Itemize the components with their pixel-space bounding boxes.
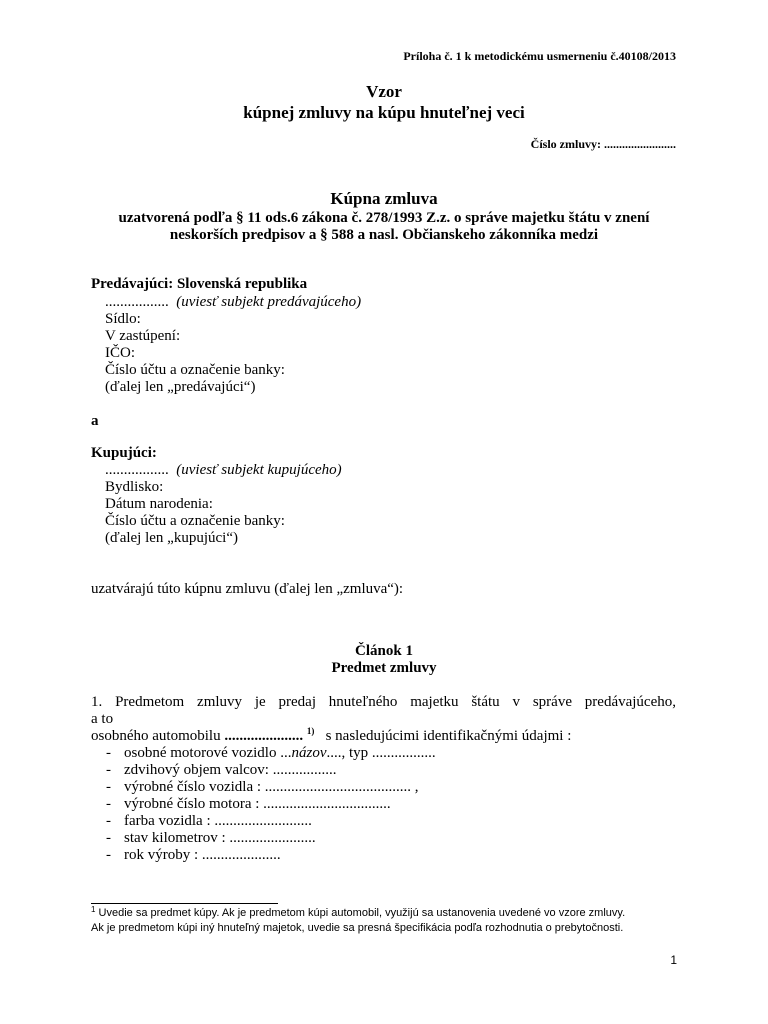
article-subtitle: Predmet zmluvy bbox=[331, 660, 437, 676]
annex-reference: Príloha č. 1 k metodickému usmerneniu č.40108/2013 bbox=[403, 49, 676, 63]
seller-subject bbox=[105, 294, 361, 311]
buyer-field-residence: Bydlisko: bbox=[105, 479, 164, 495]
vehicle-type-label: osobného automobilu bbox=[91, 728, 225, 744]
list-item bbox=[0, 796, 768, 813]
list-item bbox=[0, 830, 768, 847]
list-item-text: výrobné číslo vozidla : ....................................... , bbox=[124, 779, 419, 795]
page-number: 1 bbox=[670, 953, 677, 967]
list-item bbox=[0, 762, 768, 779]
list-item-text: rok výroby : ..................... bbox=[124, 847, 281, 863]
buyer-subject bbox=[105, 462, 342, 479]
seller-field-seat: Sídlo: bbox=[105, 311, 141, 327]
footnote-text-2: Ak je predmetom kúpi iný hnuteľný majetok, uvedie sa presná špecifikácia podľa rozhodnutia o prebytočnosti. bbox=[91, 922, 624, 934]
footnote-mark: 1 bbox=[91, 905, 96, 914]
list-item bbox=[0, 847, 768, 864]
and-conjunction: a bbox=[91, 413, 99, 429]
list-item-text: stav kilometrov : ....................... bbox=[124, 830, 316, 846]
list-item-text-b: ...., typ ................. bbox=[326, 745, 436, 761]
contract-number: Číslo zmluvy: ........................ bbox=[530, 137, 676, 151]
seller-field-ico: IČO: bbox=[105, 345, 135, 361]
list-item-text-a: osobné motorové vozidlo ... bbox=[124, 745, 292, 761]
buyer-heading: Kupujúci: bbox=[91, 445, 157, 461]
footnote-separator bbox=[91, 903, 278, 904]
template-subtitle: kúpnej zmluvy na kúpu hnuteľnej veci bbox=[243, 103, 525, 122]
seller-field-bank-account: Číslo účtu a označenie banky: bbox=[105, 362, 285, 378]
buyer-field-birth-date: Dátum narodenia: bbox=[105, 496, 213, 512]
template-title: Vzor bbox=[366, 82, 402, 101]
list-item bbox=[0, 813, 768, 830]
list-item-text: zdvihový objem valcov: ................. bbox=[124, 762, 337, 778]
list-dash: - bbox=[106, 796, 111, 812]
seller-heading: Predávajúci: Slovenská republika bbox=[91, 276, 308, 292]
list-item-text bbox=[124, 745, 436, 762]
list-dash: - bbox=[106, 847, 111, 863]
footnote-line1 bbox=[91, 907, 625, 919]
list-dash: - bbox=[106, 745, 111, 761]
contract-legal-basis-line1: uzatvorená podľa § 11 ods.6 zákona č. 278/1993 Z.z. o správe majetku štátu v znení bbox=[118, 210, 650, 226]
buyer-field-bank-account: Číslo účtu a označenie banky: bbox=[105, 513, 285, 529]
list-dash: - bbox=[106, 762, 111, 778]
vehicle-dots: ..................... bbox=[224, 728, 304, 744]
seller-hint: (uviesť subjekt predávajúceho) bbox=[176, 294, 362, 310]
seller-field-representation: V zastúpení: bbox=[105, 328, 181, 344]
article-paragraph-line1: 1. Predmetom zmluvy je predaj hnuteľného majetku štátu v správe predávajúceho, bbox=[91, 694, 676, 710]
list-dash: - bbox=[106, 779, 111, 795]
list-item bbox=[0, 779, 768, 796]
closing-statement: uzatvárajú túto kúpnu zmluvu (ďalej len „zmluva“): bbox=[91, 581, 404, 597]
footnote-text-1: Uvedie sa predmet kúpy. Ak je predmetom kúpi automobil, využijú sa ustanovenia uvedené vo vzore zmluvy. bbox=[98, 907, 626, 919]
identification-label: s nasledujúcimi identifikačnými údajmi : bbox=[325, 728, 572, 744]
buyer-field-alias: (ďalej len „kupujúci“) bbox=[105, 530, 238, 546]
buyer-dots: ................. bbox=[105, 462, 169, 478]
list-item-text: farba vozidla : .......................... bbox=[124, 813, 312, 829]
list-dash: - bbox=[106, 830, 111, 846]
article-title: Článok 1 bbox=[355, 643, 413, 659]
seller-dots: ................. bbox=[105, 294, 169, 310]
footnote-ref: 1) bbox=[306, 726, 315, 736]
contract-heading: Kúpna zmluva bbox=[330, 189, 438, 208]
list-item-text-italic: názov bbox=[291, 745, 327, 761]
seller-field-alias: (ďalej len „predávajúci“) bbox=[105, 379, 256, 395]
contract-legal-basis-line2: neskorších predpisov a § 588 a nasl. Občianskeho zákonníka medzi bbox=[169, 227, 599, 243]
article-paragraph-line2: a to bbox=[91, 711, 114, 727]
article-paragraph-line3 bbox=[91, 728, 571, 745]
buyer-hint: (uviesť subjekt kupujúceho) bbox=[176, 462, 342, 478]
list-dash: - bbox=[106, 813, 111, 829]
list-item bbox=[0, 745, 768, 762]
list-item-text: výrobné číslo motora : .................................. bbox=[124, 796, 391, 812]
